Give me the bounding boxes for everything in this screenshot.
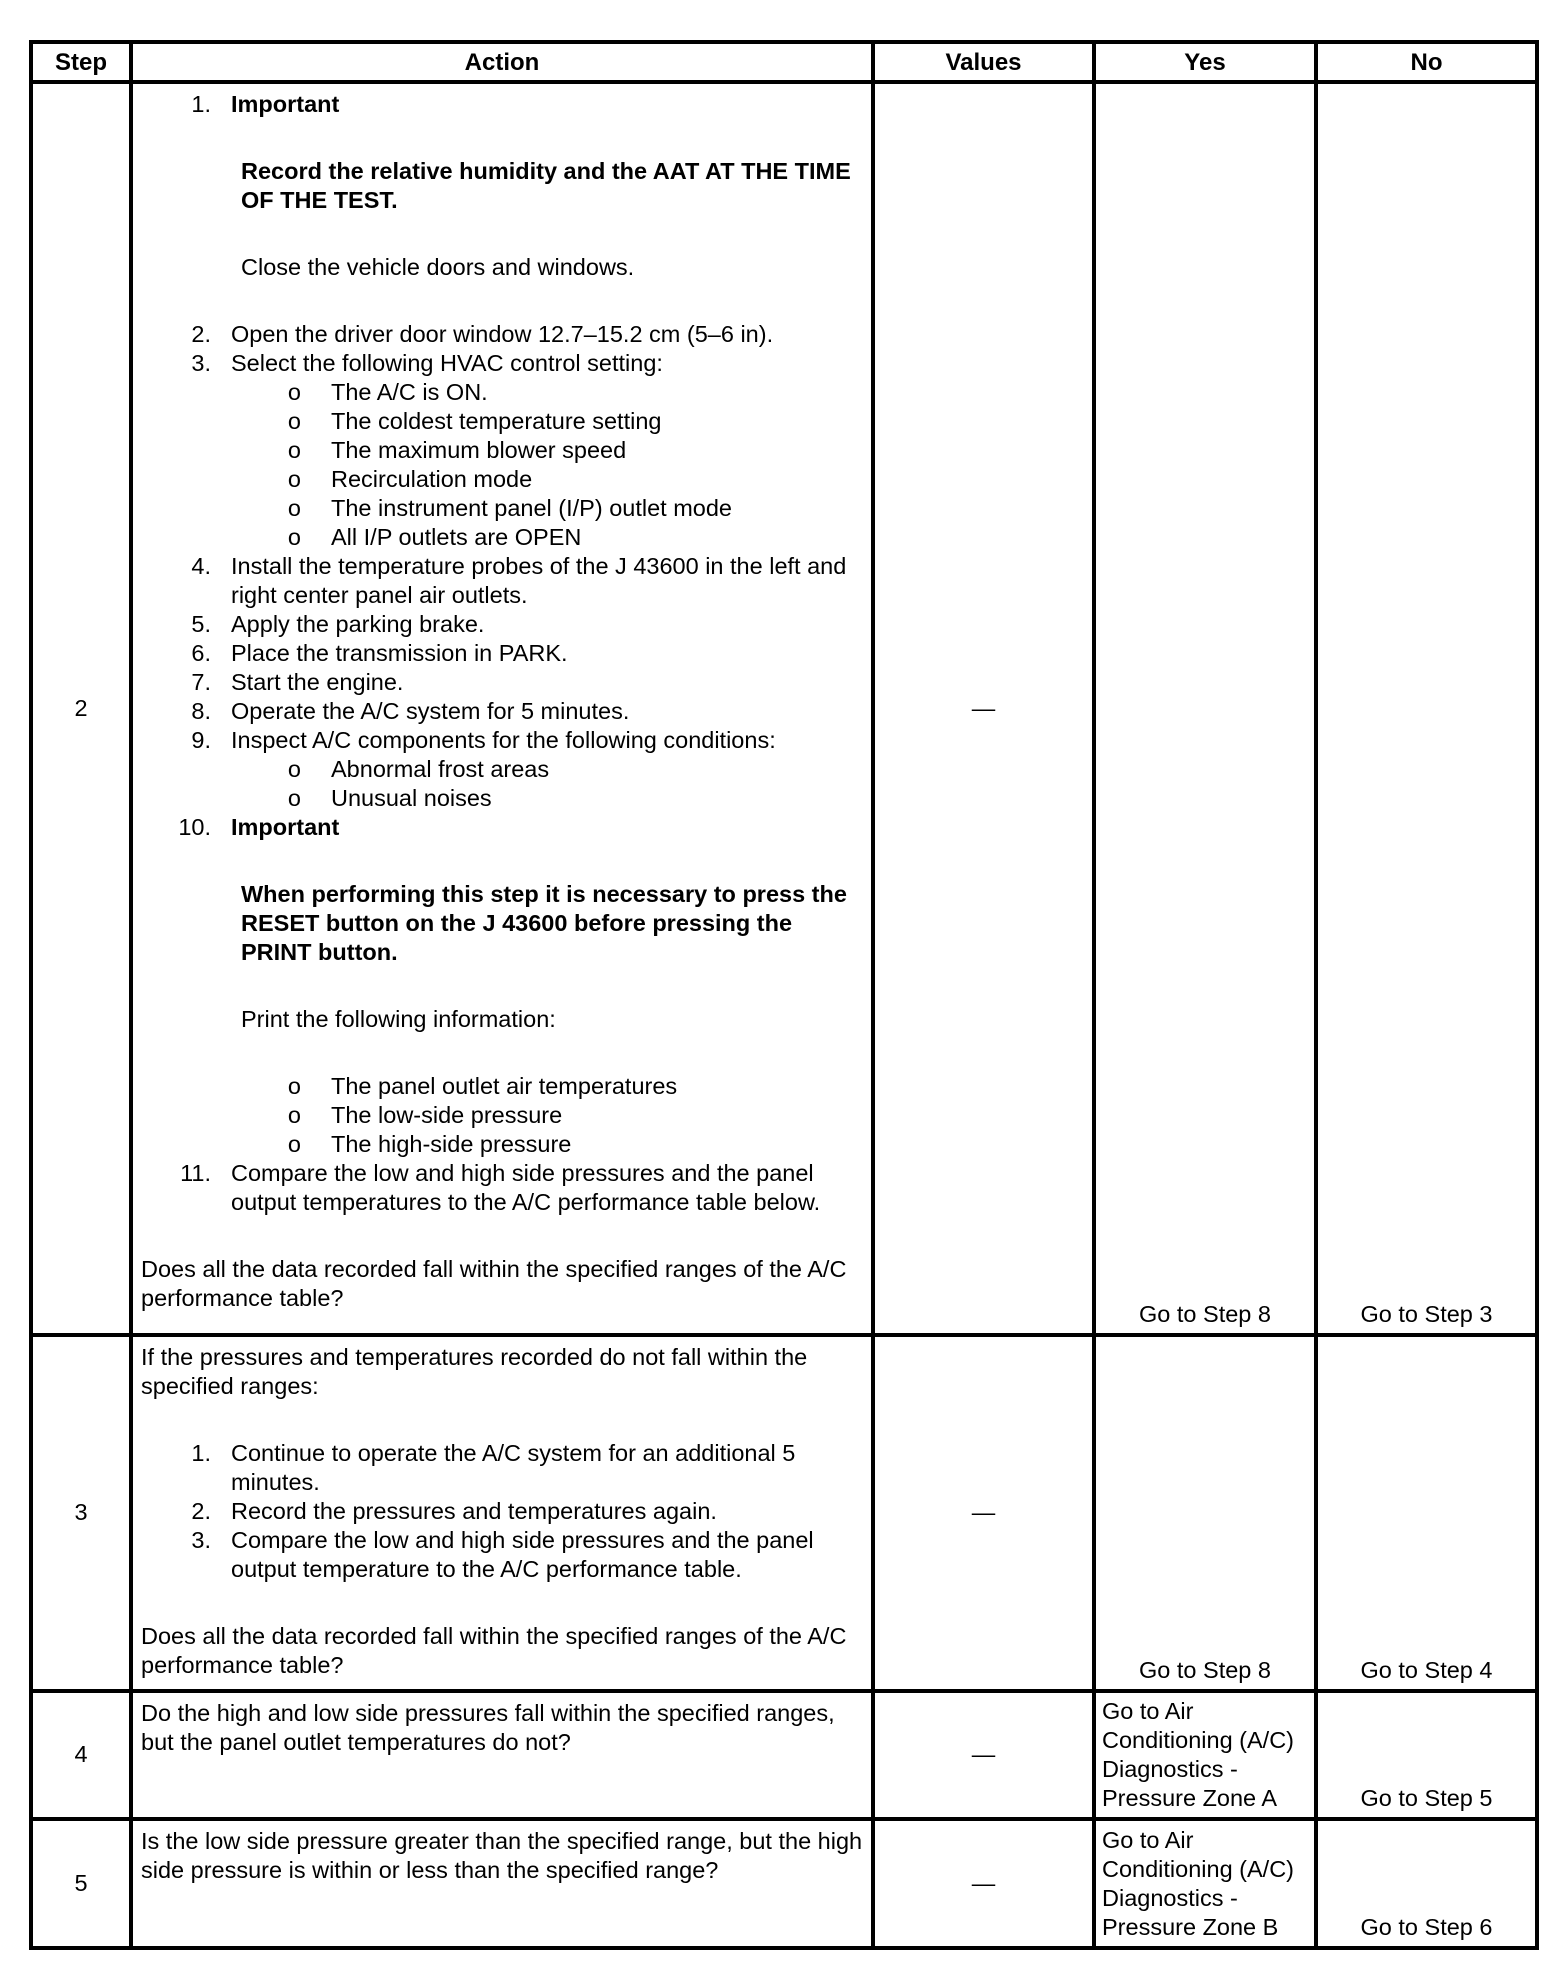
values-cell: — bbox=[873, 1819, 1094, 1948]
header-row bbox=[31, 42, 1537, 82]
sub-list-item: o The instrument panel (I/P) outlet mode bbox=[287, 495, 733, 521]
list-item: 11. Compare the low and high side pressures and the panel output temperatures to the A/C performance table below. bbox=[180, 1160, 821, 1215]
action-cell bbox=[131, 1335, 873, 1691]
list-item: 8. Operate the A/C system for 5 minutes. bbox=[191, 698, 630, 724]
important-label: Important bbox=[231, 814, 340, 840]
step-number: 2 bbox=[31, 82, 131, 1335]
header-step: Step bbox=[31, 42, 131, 82]
list-item: 2. Record the pressures and temperatures again. bbox=[191, 1498, 717, 1525]
sub-list-item: o The coldest temperature setting bbox=[287, 408, 662, 434]
important-note: When performing this step it is necessary to press the RESET button on the J 43600 before pressing the PRINT button. bbox=[241, 881, 847, 965]
list-item: 1. Continue to operate the A/C system for an additional 5 minutes. bbox=[191, 1440, 796, 1496]
values-cell: — bbox=[873, 1691, 1094, 1820]
list-item: 7. Start the engine. bbox=[191, 669, 404, 695]
no-cell: Go to Step 5 bbox=[1316, 1691, 1537, 1820]
important-note: Record the relative humidity and the AAT AT THE TIME OF THE TEST. bbox=[241, 158, 851, 213]
question-text: Is the low side pressure greater than the specified range, but the high side pressure is within or less than the specified range? bbox=[141, 1828, 863, 1884]
header-yes: Yes bbox=[1094, 42, 1316, 82]
list-item: 1. Important bbox=[191, 91, 340, 117]
diagnostic-table bbox=[29, 40, 1539, 1950]
list-item: 3. Select the following HVAC control setting: bbox=[191, 350, 663, 376]
question-text: Does all the data recorded fall within the specified ranges of the A/C performance table? bbox=[141, 1256, 847, 1311]
question-text: Does all the data recorded fall within the specified ranges of the A/C performance table? bbox=[141, 1623, 847, 1679]
yes-line: Diagnostics - bbox=[1102, 1885, 1238, 1911]
header-no: No bbox=[1316, 42, 1537, 82]
yes-line: Go to Air bbox=[1102, 1827, 1194, 1853]
step-number: 4 bbox=[31, 1691, 131, 1820]
no-cell: Go to Step 3 bbox=[1316, 82, 1537, 1335]
sub-list-item: o The panel outlet air temperatures bbox=[287, 1073, 678, 1099]
step-number: 3 bbox=[31, 1335, 131, 1691]
sub-list-item: o All I/P outlets are OPEN bbox=[287, 524, 582, 550]
yes-line: Diagnostics - bbox=[1102, 1756, 1238, 1783]
list-item: 4. Install the temperature probes of the J 43600 in the left and right center panel air outlets. bbox=[191, 553, 847, 608]
sub-list-item: o Recirculation mode bbox=[287, 466, 533, 492]
header-action: Action bbox=[131, 42, 873, 82]
yes-line: Conditioning (A/C) bbox=[1102, 1856, 1295, 1882]
sub-list-item: o The maximum blower speed bbox=[287, 437, 627, 463]
list-item: 6. Place the transmission in PARK. bbox=[191, 640, 568, 666]
action-cell bbox=[131, 82, 873, 1335]
yes-cell bbox=[1094, 1819, 1316, 1948]
step-number: 5 bbox=[31, 1819, 131, 1948]
list-item: 2. Open the driver door window 12.7–15.2 cm (5–6 in). bbox=[191, 321, 774, 347]
sub-list-item: o The high-side pressure bbox=[287, 1131, 572, 1157]
yes-cell bbox=[1094, 1691, 1316, 1820]
sub-list-item: o The low-side pressure bbox=[287, 1102, 563, 1128]
list-item: 5. Apply the parking brake. bbox=[191, 611, 485, 637]
list-item: 3. Compare the low and high side pressures and the panel output temperature to the A/C performance table. bbox=[191, 1527, 814, 1583]
yes-cell: Go to Step 8 bbox=[1094, 1335, 1316, 1691]
instruction-text: Close the vehicle doors and windows. bbox=[241, 254, 635, 280]
no-cell: Go to Step 4 bbox=[1316, 1335, 1537, 1691]
action-cell bbox=[131, 1691, 873, 1820]
instruction-text: Print the following information: bbox=[241, 1006, 556, 1032]
yes-cell: Go to Step 8 bbox=[1094, 82, 1316, 1335]
table-row-step-5 bbox=[31, 1819, 1537, 1948]
header-values: Values bbox=[873, 42, 1094, 82]
table-row-step-2 bbox=[31, 82, 1537, 1335]
important-label: Important bbox=[231, 91, 340, 117]
list-item: 10. Important bbox=[178, 814, 340, 840]
action-cell bbox=[131, 1819, 873, 1948]
list-item: 9. Inspect A/C components for the following conditions: bbox=[191, 727, 776, 753]
no-cell: Go to Step 6 bbox=[1316, 1819, 1537, 1948]
intro-text: If the pressures and temperatures recorded do not fall within the specified ranges: bbox=[141, 1344, 808, 1400]
sub-list-item: o Unusual noises bbox=[287, 785, 492, 811]
question-text: Do the high and low side pressures fall within the specified ranges, but the panel outlet temperatures do not? bbox=[141, 1699, 835, 1755]
sub-list-item: o Abnormal frost areas bbox=[287, 756, 550, 782]
yes-line: Pressure Zone A bbox=[1102, 1785, 1278, 1812]
sub-list-item: o The A/C is ON. bbox=[287, 379, 488, 405]
values-cell: — bbox=[873, 82, 1094, 1335]
yes-line: Conditioning (A/C) bbox=[1102, 1727, 1295, 1754]
table-row-step-3 bbox=[31, 1335, 1537, 1691]
yes-line: Go to Air bbox=[1102, 1698, 1194, 1725]
table-row-step-4 bbox=[31, 1691, 1537, 1820]
values-cell: — bbox=[873, 1335, 1094, 1691]
yes-line: Pressure Zone B bbox=[1102, 1914, 1279, 1940]
